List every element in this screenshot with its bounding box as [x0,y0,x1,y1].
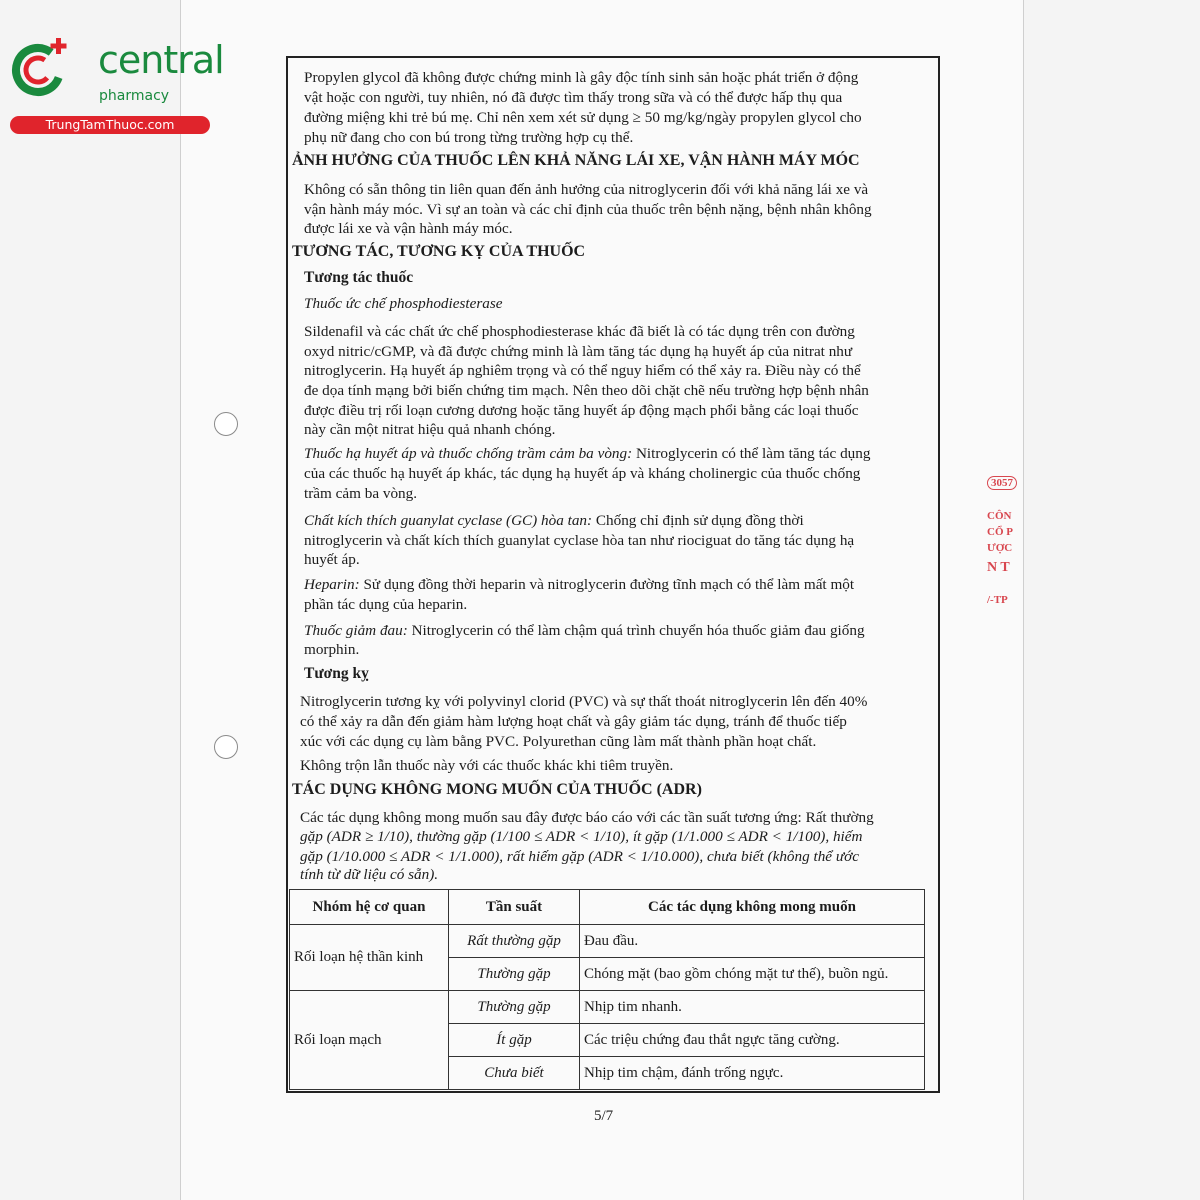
section-heading-interactions: TƯƠNG TÁC, TƯƠNG KỴ CỦA THUỐC [292,243,586,260]
frequency-cell: Ít gặp [449,1024,580,1057]
body-line: phụ nữ đang cho con bú trong từng trường hợp cụ thể. [304,129,634,146]
logo-subtitle: pharmacy [99,88,170,104]
punch-hole-bottom [214,735,238,759]
lead-antihypertensive: Thuốc hạ huyết áp và thuốc chống trầm cảm ba vòng: [304,445,633,462]
logo-site-bar: TrungTamThuoc.com [10,116,210,134]
body-line: huyết áp. [304,551,360,568]
lead-rest: Nitroglycerin có thể làm chậm quá trình chuyển hóa thuốc giảm đau giống [407,622,865,639]
body-line: được điều trị rối loạn cương dương hoặc tăng huyết áp động mạch phổi bằng các loại thuốc [304,402,859,419]
body-line: morphin. [304,641,360,658]
body-line: nitroglycerin và chất kích thích guanylat cyclase hòa tan như riociguat do tăng tác dụng hạ [304,532,855,549]
table-header-row [290,890,925,925]
pharmacy-cross-icon [10,38,70,98]
header-organ: Nhóm hệ cơ quan [290,890,449,925]
effect-cell: Các triệu chứng đau thắt ngực tăng cường. [580,1024,925,1057]
stamp-line: 3057 [987,476,1017,490]
stamp-line: /-TP [987,594,1008,606]
page-number: 5/7 [594,1108,614,1124]
effect-cell: Chóng mặt (bao gồm chóng mặt tư thế), buồn ngủ. [580,958,925,991]
table-row [290,991,925,1024]
body-line: đe dọa tính mạng bởi biến chứng tim mạch. Nên theo dõi chặt chẽ nếu trường hợp bệnh nhân [304,382,869,399]
table-row [290,925,925,958]
central-pharmacy-logo [10,34,224,134]
organ-cell: Rối loạn mạch [290,991,449,1090]
section-heading-adr: TÁC DỤNG KHÔNG MONG MUỐN CỦA THUỐC (ADR) [292,781,702,798]
frequency-cell: Thường gặp [449,958,580,991]
stamp-line: ƯỢC [987,542,1013,554]
body-line: nitroglycerin. Hạ huyết áp nghiêm trọng và có thể nguy hiểm có thể xảy ra. Điều này có thể [304,362,861,379]
lead-rest: Chống chỉ định sử dụng đồng thời [592,512,804,529]
body-line-lead [304,575,854,595]
effect-cell: Đau đầu. [580,925,925,958]
body-line: oxyd nitric/cGMP, và đã được chứng minh là làm tăng tác dụng hạ huyết áp của nitrat như [304,343,853,360]
body-line-lead [304,621,865,641]
header-effects: Các tác dụng không mong muốn [580,890,925,925]
body-line: vận hành máy móc. Vì sự an toàn và các chỉ định của thuốc trên bệnh nặng, bệnh nhân không [304,201,872,218]
lead-analgesic: Thuốc giảm đau: [304,622,408,639]
frequency-cell: Chưa biết [449,1057,580,1090]
body-line: trầm cảm ba vòng. [304,485,418,502]
logo-wordmark: central [98,38,224,82]
body-line: Không trộn lẫn thuốc này với các thuốc khác khi tiêm truyền. [300,757,674,774]
lead-rest: Nitroglycerin có thể làm tăng tác dụng [632,445,871,462]
punch-hole-top [214,412,238,436]
lead-gc-stimulator: Chất kích thích guanylat cyclase (GC) hòa tan: [304,512,593,529]
body-line: này cần một nitrat hiệu quả nhanh chóng. [304,421,556,438]
body-line: phần tác dụng của heparin. [304,596,468,613]
header-frequency: Tần suất [449,890,580,925]
effect-cell: Nhịp tim nhanh. [580,991,925,1024]
body-line: được lái xe và vận hành máy móc. [304,220,513,237]
lead-rest: Sử dụng đồng thời heparin và nitroglycerin đường tĩnh mạch có thể làm mất một [359,576,855,593]
body-line-lead [304,511,804,531]
body-line: gặp (1/10.000 ≤ ADR < 1/1.000), rất hiếm gặp (ADR < 1/10.000), chưa biết (không thể ước [300,848,859,865]
body-line: vật hoặc con người, tuy nhiên, nó đã được tìm thấy trong sữa và có thể được hấp thụ qua [304,89,843,106]
body-line: gặp (ADR ≥ 1/10), thường gặp (1/100 ≤ ADR < 1/10), ít gặp (1/1.000 ≤ ADR < 1/100), hiếm [300,828,863,845]
adr-table [289,889,925,1090]
effect-cell: Nhịp tim chậm, đánh trống ngực. [580,1057,925,1090]
body-line: có thể xảy ra dẫn đến giảm hàm lượng hoạt chất và gây giảm tác dụng, tránh để thuốc tiếp [300,713,847,730]
frequency-cell: Thường gặp [449,991,580,1024]
stamp-line: CỔ P [987,526,1013,538]
subheading-incompatibilities: Tương kỵ [304,665,369,682]
organ-cell: Rối loạn hệ thần kinh [290,925,449,991]
body-line: Các tác dụng không mong muốn sau đây được báo cáo với các tần suất tương ứng: Rất thường [300,809,874,826]
body-line: xúc với các dụng cụ làm bằng PVC. Polyurethan cũng làm mất thành phần hoạt chất. [300,733,817,750]
body-line: Không có sẵn thông tin liên quan đến ảnh hưởng của nitroglycerin đối với khả năng lái xe và [304,181,869,198]
red-seal-stamp [983,470,1023,645]
body-line: Sildenafil và các chất ức chế phosphodiesterase khác đã biết là có tác dụng trên con đường [304,323,855,340]
body-line: Propylen glycol đã không được chứng minh là gây độc tính sinh sản hoặc phát triển ở động [304,69,859,86]
section-heading-driving: ẢNH HƯỞNG CỦA THUỐC LÊN KHẢ NĂNG LÁI XE, VẬN HÀNH MÁY MÓC [292,152,860,169]
body-line: tính từ dữ liệu có sẵn). [300,866,439,883]
stamp-line: CÔN [987,510,1012,522]
frequency-cell: Rất thường gặp [449,925,580,958]
subheading-drug-interactions: Tương tác thuốc [304,269,414,286]
body-line: của các thuốc hạ huyết áp khác, tác dụng hạ huyết áp và kháng cholinergic của thuốc chống [304,465,861,482]
lead-heparin: Heparin: [304,576,360,593]
body-line-lead [304,444,870,464]
subheading-pde-inhibitors: Thuốc ức chế phosphodiesterase [304,295,503,312]
stamp-line: N T [987,560,1010,575]
body-line: Nitroglycerin tương kỵ với polyvinyl clorid (PVC) và sự thất thoát nitroglycerin lên đến 40% [300,693,868,710]
body-line: đường miệng khi trẻ bú mẹ. Chỉ nên xem xét sử dụng ≥ 50 mg/kg/ngày propylen glycol cho [304,109,862,126]
